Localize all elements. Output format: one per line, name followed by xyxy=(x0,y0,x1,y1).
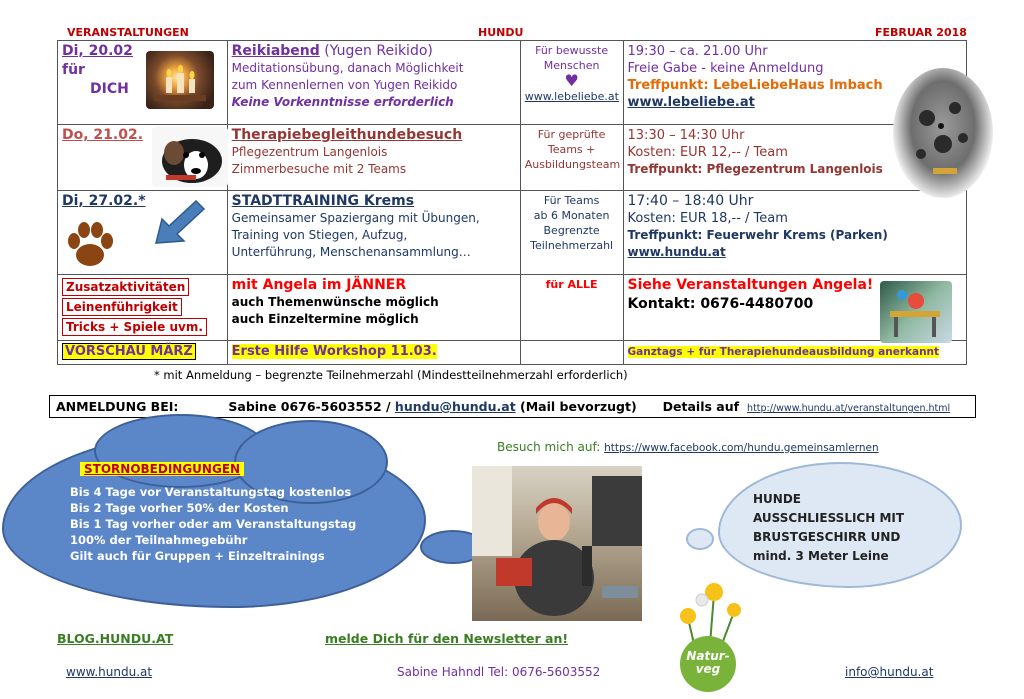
event-date: Di, 20.02 xyxy=(62,43,133,59)
header-left: VERANSTALTUNGEN xyxy=(67,26,189,39)
naturveg-logo-text-line: Natur- xyxy=(686,649,730,663)
events-table xyxy=(57,40,967,365)
header-right: FEBRUAR 2018 xyxy=(875,26,967,39)
arrow-icon xyxy=(152,197,208,252)
harness-line: HUNDE xyxy=(753,492,801,506)
naturveg-logo xyxy=(658,578,758,694)
preview-info-cell xyxy=(623,341,966,365)
header-center: HUNDU xyxy=(478,26,524,39)
event-fee: Kosten: EUR 12,-- / Team xyxy=(627,145,788,160)
event-note: Keine Vorkenntnisse erforderlich xyxy=(231,95,454,109)
event-details-cell xyxy=(227,41,520,125)
activity-tag: Tricks + Spiele uvm. xyxy=(62,318,207,336)
preview-title: Erste Hilfe Workshop 11.03. xyxy=(231,344,437,359)
cancellation-rule: Bis 2 Tage vorher 50% der Kosten xyxy=(70,501,289,515)
registration-details-link[interactable]: http://www.hundu.at/veranstaltungen.html xyxy=(747,403,951,414)
event-audience-link[interactable]: www.lebeliebe.at xyxy=(524,90,619,103)
event-link[interactable]: www.lebeliebe.at xyxy=(627,95,755,110)
event-audience: Teams + xyxy=(547,143,596,156)
dog-image xyxy=(152,127,228,187)
registration-label: ANMELDUNG BEI: xyxy=(56,399,179,414)
preview-label: VORSCHAU MÄRZ xyxy=(62,343,196,360)
event-audience: Für Teams xyxy=(543,194,600,207)
event-audience: Begrenzte xyxy=(543,224,600,237)
event-meeting-point: Treffpunkt: Pflegezentrum Langenlois xyxy=(627,162,883,176)
event-audience: Für bewusste xyxy=(535,44,609,57)
cancellation-rule: Gilt auch für Gruppen + Einzeltrainings xyxy=(70,549,325,563)
footer-email-link[interactable]: info@hundu.at xyxy=(845,665,934,679)
website-link[interactable]: www.hundu.at xyxy=(66,665,153,679)
event-title: STADTTRAINING Krems xyxy=(231,193,415,209)
candles-image xyxy=(146,51,214,109)
harness-line: BRUSTGESCHIRR UND xyxy=(753,530,901,544)
preview-empty-cell xyxy=(520,341,623,365)
event-audience: Teilnehmerzahl xyxy=(530,239,614,252)
event-date-cell xyxy=(58,41,228,125)
cancellation-rule: Bis 1 Tag vorher oder am Veranstaltungstag xyxy=(70,517,357,531)
great-dane-image xyxy=(893,68,993,198)
preview-info: Ganztags + für Therapiehundeausbildung anerkannt xyxy=(627,346,940,358)
event-audience-cell xyxy=(520,275,623,341)
facebook-line xyxy=(497,440,879,454)
registration-contact: Sabine 0676-5603552 / xyxy=(228,399,395,414)
event-date-cell xyxy=(58,191,228,275)
event-description: Training von Stiegen, Aufzug, xyxy=(231,228,408,242)
event-description: Meditationsübung, danach Möglichkeit xyxy=(231,61,464,75)
blog-link[interactable]: BLOG.HUNDU.AT xyxy=(57,631,174,646)
event-details-cell xyxy=(227,275,520,341)
registration-mail-note: (Mail bevorzugt) xyxy=(515,399,637,414)
event-info-cell xyxy=(623,191,966,275)
event-audience-cell xyxy=(520,191,623,275)
event-meeting-point: Treffpunkt: LebeLiebeHaus Imbach xyxy=(627,78,883,93)
event-description: Gemeinsamer Spaziergang mit Übungen, xyxy=(231,211,480,225)
event-audience: Menschen xyxy=(543,59,600,72)
event-date: Di, 27.02.* xyxy=(62,193,146,209)
event-audience: Für geprüfte xyxy=(537,128,606,141)
harness-line: mind. 3 Meter Leine xyxy=(753,549,889,563)
event-info-cell xyxy=(623,275,966,341)
footer-phone: Sabine Hahndl Tel: 0676-5603552 xyxy=(397,665,601,679)
harness-notice xyxy=(753,490,904,566)
event-time: 17:40 – 18:40 Uhr xyxy=(627,193,754,209)
naturveg-logo-text xyxy=(686,650,730,676)
cancellation-rule: 100% der Teilnahmegebühr xyxy=(70,533,248,547)
naturveg-logo-text-line: veg xyxy=(695,662,721,676)
event-title-extra: (Yugen Reikido) xyxy=(319,43,433,59)
preview-title-cell xyxy=(227,341,520,365)
event-audience: für ALLE xyxy=(545,278,598,291)
event-audience-cell xyxy=(520,41,623,125)
event-description: zum Kennenlernen von Yugen Reikido xyxy=(231,78,458,92)
event-row-reiki xyxy=(58,41,967,125)
facebook-label: Besuch mich auf: xyxy=(497,440,605,454)
event-audience: Ausbildungsteam xyxy=(524,158,621,171)
facebook-link[interactable]: https://www.facebook.com/hundu.gemeinsamlernen xyxy=(604,442,879,454)
event-audience: ab 6 Monaten xyxy=(533,209,610,222)
event-time: 19:30 – ca. 21.00 Uhr xyxy=(627,44,768,59)
event-fee: Kosten: EUR 18,-- / Team xyxy=(627,211,788,226)
thought-bubble xyxy=(686,528,714,550)
registration-details-label: Details auf xyxy=(662,399,740,414)
event-row-therapy xyxy=(58,125,967,191)
event-description: auch Einzeltermine möglich xyxy=(231,312,419,326)
event-tags-cell xyxy=(58,275,228,341)
registration-email-link[interactable]: hundu@hundu.at xyxy=(394,399,516,414)
event-time: 13:30 – 14:30 Uhr xyxy=(627,128,745,143)
event-row-extra-activities xyxy=(58,275,967,341)
paw-icon xyxy=(64,221,116,274)
event-date-cell xyxy=(58,125,228,191)
activity-tag: Leinenführigkeit xyxy=(62,298,182,316)
cancellation-rule: Bis 4 Tage vor Veranstaltungstag kostenlos xyxy=(70,485,352,499)
preview-label-cell xyxy=(58,341,228,365)
event-description: Pflegezentrum Langenlois xyxy=(231,145,388,159)
event-description: Unterführung, Menschenansammlung… xyxy=(231,245,471,259)
harness-line: AUSSCHLIESSLICH MIT xyxy=(753,511,905,525)
event-description: Zimmerbesuche mit 2 Teams xyxy=(231,162,407,176)
event-date: Do, 21.02. xyxy=(62,127,144,143)
footnote: * mit Anmeldung – begrenzte Teilnehmerzahl (Mindestteilnehmerzahl erforderlich) xyxy=(154,368,628,382)
activity-tag: Zusatzaktivitäten xyxy=(62,278,189,296)
newsletter-link[interactable]: melde Dich für den Newsletter an! xyxy=(325,631,569,646)
event-fee: Freie Gabe - keine Anmeldung xyxy=(627,61,824,76)
event-details-cell xyxy=(227,191,520,275)
cancellation-title: STORNOBEDINGUNGEN xyxy=(80,462,244,476)
event-details-cell xyxy=(227,125,520,191)
event-title: Reikiabend xyxy=(231,43,320,59)
event-date-extra: DICH xyxy=(90,81,129,97)
event-audience-cell xyxy=(520,125,623,191)
agility-image xyxy=(880,281,952,343)
event-date-extra: für xyxy=(62,62,85,78)
heart-icon: ♥ xyxy=(564,71,579,90)
event-contact: Kontakt: 0676-4480700 xyxy=(627,296,814,312)
event-info: Siehe Veranstaltungen Angela! xyxy=(627,277,874,293)
event-description: auch Themenwünsche möglich xyxy=(231,295,439,309)
cancellation-rules xyxy=(70,484,356,564)
event-link[interactable]: www.hundu.at xyxy=(627,245,726,259)
event-title: Therapiebegleithundebesuch xyxy=(231,127,463,143)
event-row-preview xyxy=(58,341,967,365)
trainer-photo xyxy=(472,466,642,621)
event-row-city-training xyxy=(58,191,967,275)
event-meeting-point: Treffpunkt: Feuerwehr Krems (Parken) xyxy=(627,228,888,242)
event-title: mit Angela im JÄNNER xyxy=(231,277,407,293)
